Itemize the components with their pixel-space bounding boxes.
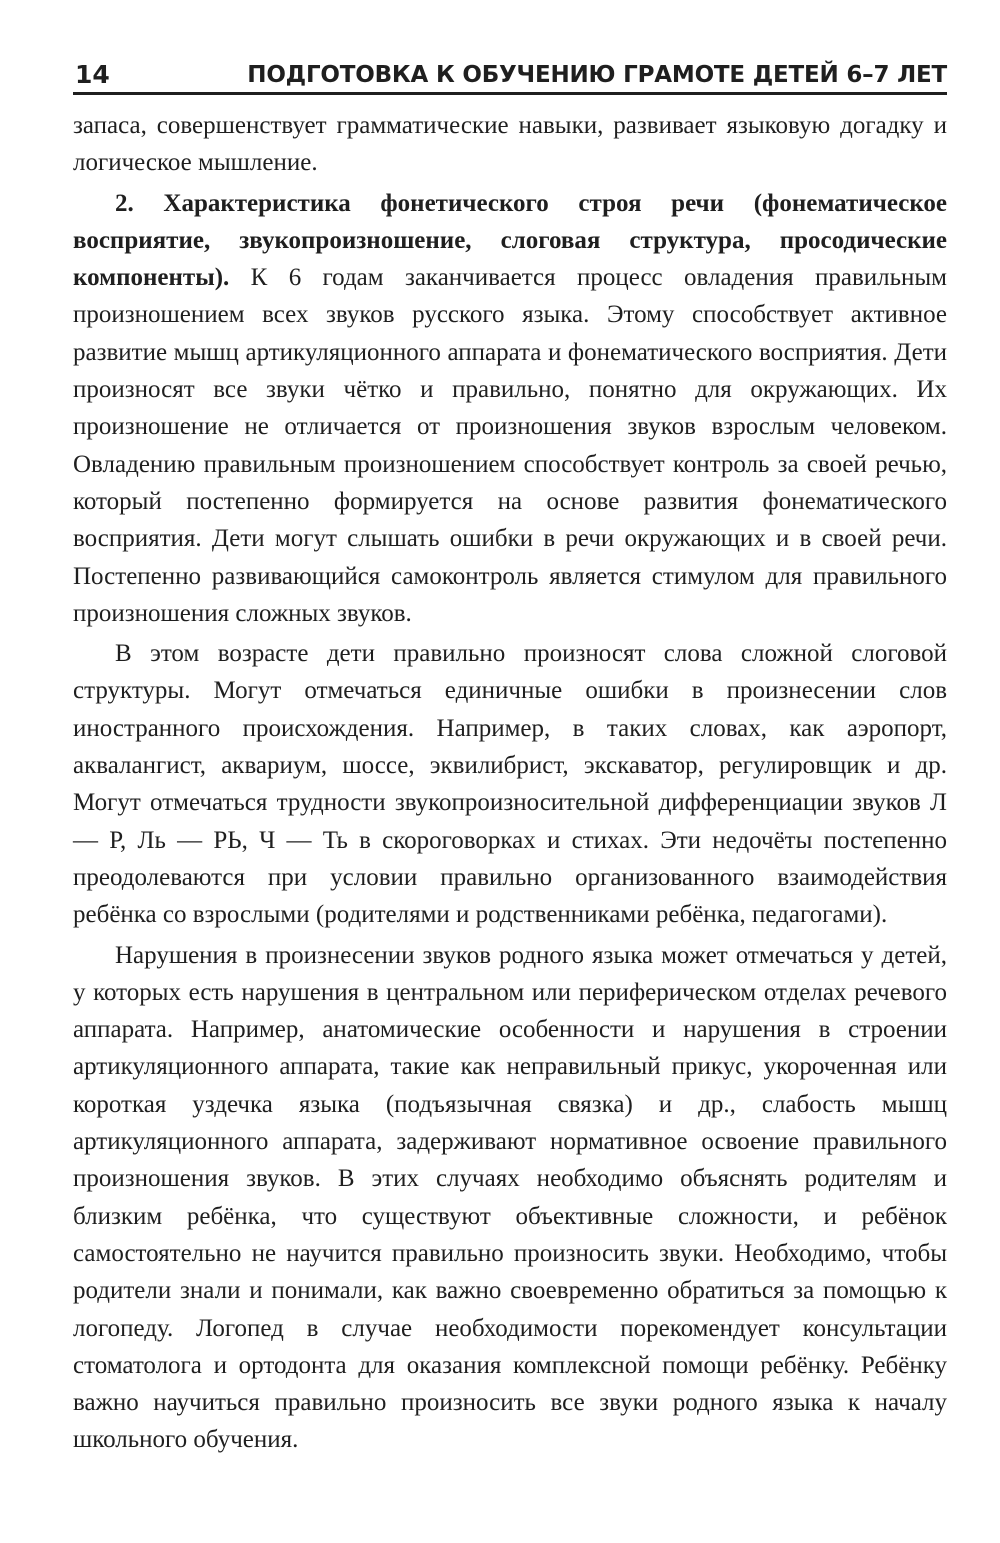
section-heading: 2. Характеристика фонетического строя речи (фонематическое восприятие, звукопроизношение, слоговая структура, просодические компоненты). — [73, 189, 947, 292]
paragraph-pronunciation-disorders: Нарушения в произнесении звуков родного языка может отмечаться у детей, у которых есть нарушения в центральном или периферическом отделах речевого аппарата. Например, анатомические особенности и нарушения в строении артикуляционного аппарата, такие как неправильный прикус, укороченная или короткая уздечка языка (подъязычная связка) и др., слабость мышц артикуляционного аппарата, задерживают нормативное освоение правильного произношения звуков. В этих случаях необходимо объяснять родителям и близким ребёнка, что существуют объективные сложности, и ребёнок самостоятельно не научится правильно произносить звуки. Необходимо, чтобы родители знали и понимали, как важно своевременно обратиться за помощью к логопеду. Логопед в случае необходимости порекомендует консультации стоматолога и ортодонта для оказания комплексной помощи ребёнку. Ребёнку важно научиться правильно произносить все звуки родного языка к началу школьного обучения. — [73, 941, 947, 1454]
paragraph-continuation: запаса, совершенствует грамматические навыки, развивает языковую догадку и логическое мышление. — [73, 112, 947, 177]
book-page — [73, 52, 947, 1462]
paragraph-syllable-structure: В этом возрасте дети правильно произносят слова сложной слоговой структуры. Могут отмечаться единичные ошибки в произнесении слов иностранного происхождения. Например, в таких словах, как аэропорт, аквалангист, аквариум, шоссе, эквилибрист, экскаватор, регулировщик и др. Могут отмечаться трудности звукопроизносительной дифференциации звуков Л — Р, Ль — РЬ, Ч — Ть в скороговорках и стихах. Эти недочёты постепенно преодолеваются при условии правильно организованного взаимодействия ребёнка со взрослыми (родителями и родственниками ребёнка, педагогами). — [73, 640, 947, 929]
body-text — [73, 107, 947, 1459]
page-header — [73, 52, 947, 95]
page-number: 14 — [75, 60, 110, 89]
paragraph-phonetics — [73, 185, 947, 633]
running-title: ПОДГОТОВКА К ОБУЧЕНИЮ ГРАМОТЕ ДЕТЕЙ 6–7 ЛЕТ — [247, 62, 947, 88]
paragraph-text: К 6 годам заканчивается процесс овладения правильным произношением всех звуков русского языка. Этому способствует активное развитие мышц артикуляционного аппарата и фонематического восприятия. Дети произносят все звуки чётко и правильно, понятно для окружающих. Их произношение не отличается от произношения звуков взрослым человеком. Овладению правильным произношением способствует контроль за своей речью, который постепенно формируется на основе развития фонематического восприятия. Дети могут слышать ошибки в речи окружающих и в своей речи. Постепенно развивающийся самоконтроль является стимулом для правильного произношения сложных звуков. — [73, 264, 947, 627]
